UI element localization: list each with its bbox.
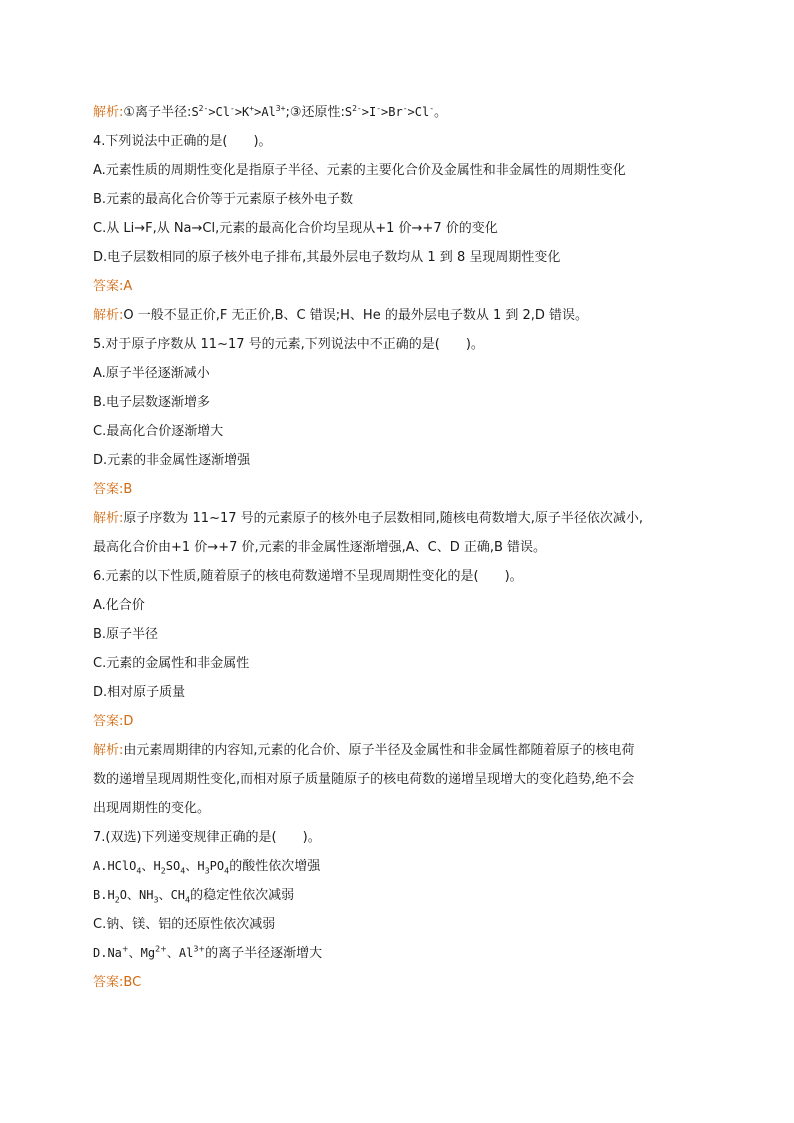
document-body bbox=[93, 98, 713, 997]
q6-analysis-line-1: 解析:由元素周期律的内容知,元素的化合价、原子半径及金属性和非金属性都随着原子的核电荷 bbox=[93, 743, 635, 758]
q4-analysis: 解析:O 一般不显正价,F 无正价,B、C 错误;H、He 的最外层电子数从 1 到 2,D 错误。 bbox=[93, 308, 589, 323]
q6-option-d: D.相对原子质量 bbox=[93, 685, 186, 700]
q3-analysis: 解析:①离子半径$:S^{2-}>Cl^->K^+>Al^{3+};③$还原性$:S^{2-}>I^->Br^->Cl^-$。 bbox=[93, 104, 448, 120]
q4-option-a: A.元素性质的周期性变化是指原子半径、元素的主要化合价及金属性和非金属性的周期性变化 bbox=[93, 163, 626, 178]
q6-option-c: C.元素的金属性和非金属性 bbox=[93, 656, 250, 671]
q7-answer: 答案:BC bbox=[93, 975, 142, 990]
q6-answer: 答案:D bbox=[93, 714, 134, 729]
q5-option-b: B.电子层数逐渐增多 bbox=[93, 395, 211, 410]
q4-option-c: C.从 Li→F,从 Na→Cl,元素的最高化合价均呈现从+1 价→+7 价的变化 bbox=[93, 221, 498, 236]
q7-stem: 7.(双选)下列递变规律正确的是( )。 bbox=[93, 830, 321, 845]
q7-option-d: D.Na+、$Mg^{2+}$、$Al^{3+}$的离子半径逐渐增大 bbox=[93, 944, 323, 961]
q4-answer: 答案:A bbox=[93, 279, 133, 294]
q7-option-c: C.钠、镁、铝的还原性依次减弱 bbox=[93, 917, 276, 932]
q6-option-a: A.化合价 bbox=[93, 598, 145, 613]
q5-option-d: D.元素的非金属性逐渐增强 bbox=[93, 453, 251, 468]
q5-option-c: C.最高化合价逐渐增大 bbox=[93, 424, 224, 439]
q7-option-a: A.HClO$_4$、$H_2SO_4$、$H_3PO_4$的酸性依次增强 bbox=[93, 859, 321, 876]
q6-stem: 6.元素的以下性质,随着原子的核电荷数递增不呈现周期性变化的是( )。 bbox=[93, 569, 523, 584]
q4-option-d: D.电子层数相同的原子核外电子排布,其最外层电子数均从 1 到 8 呈现周期性变化 bbox=[93, 250, 561, 265]
q5-analysis-line-1: 解析:原子序数为 11~17 号的元素原子的核外电子层数相同,随核电荷数增大,原子半径依次减小, bbox=[93, 511, 644, 526]
reducibility-order: $S^{2-}>I^->Br^->Cl^-$ bbox=[344, 104, 435, 119]
q6-analysis-line-3: 出现周期性的变化。 bbox=[93, 801, 211, 816]
q5-analysis-line-2: 最高化合价由+1 价→+7 价,元素的非金属性逐渐增强,A、C、D 正确,B 错误。 bbox=[93, 540, 547, 555]
q5-option-a: A.原子半径逐渐减小 bbox=[93, 366, 210, 381]
ion-radius-order: $S^{2-}>Cl^->K^+>Al^{3+}$ bbox=[191, 104, 286, 119]
q4-option-b: B.元素的最高化合价等于元素原子核外电子数 bbox=[93, 192, 354, 207]
q7-option-b: $B.H_2O$、$NH_3$、$CH_4$的稳定性依次减弱 bbox=[93, 888, 295, 905]
q4-stem: 4.下列说法中正确的是( )。 bbox=[93, 134, 272, 149]
q5-answer: 答案:B bbox=[93, 482, 133, 497]
analysis-label: 解析: bbox=[93, 105, 124, 120]
q6-analysis-line-2: 数的递增呈现周期性变化,而相对原子质量随原子的核电荷数的递增呈现增大的变化趋势,绝不会 bbox=[93, 772, 635, 787]
q6-option-b: B.原子半径 bbox=[93, 627, 159, 642]
q5-stem: 5.对于原子序数从 11~17 号的元素,下列说法中不正确的是( )。 bbox=[93, 337, 484, 352]
